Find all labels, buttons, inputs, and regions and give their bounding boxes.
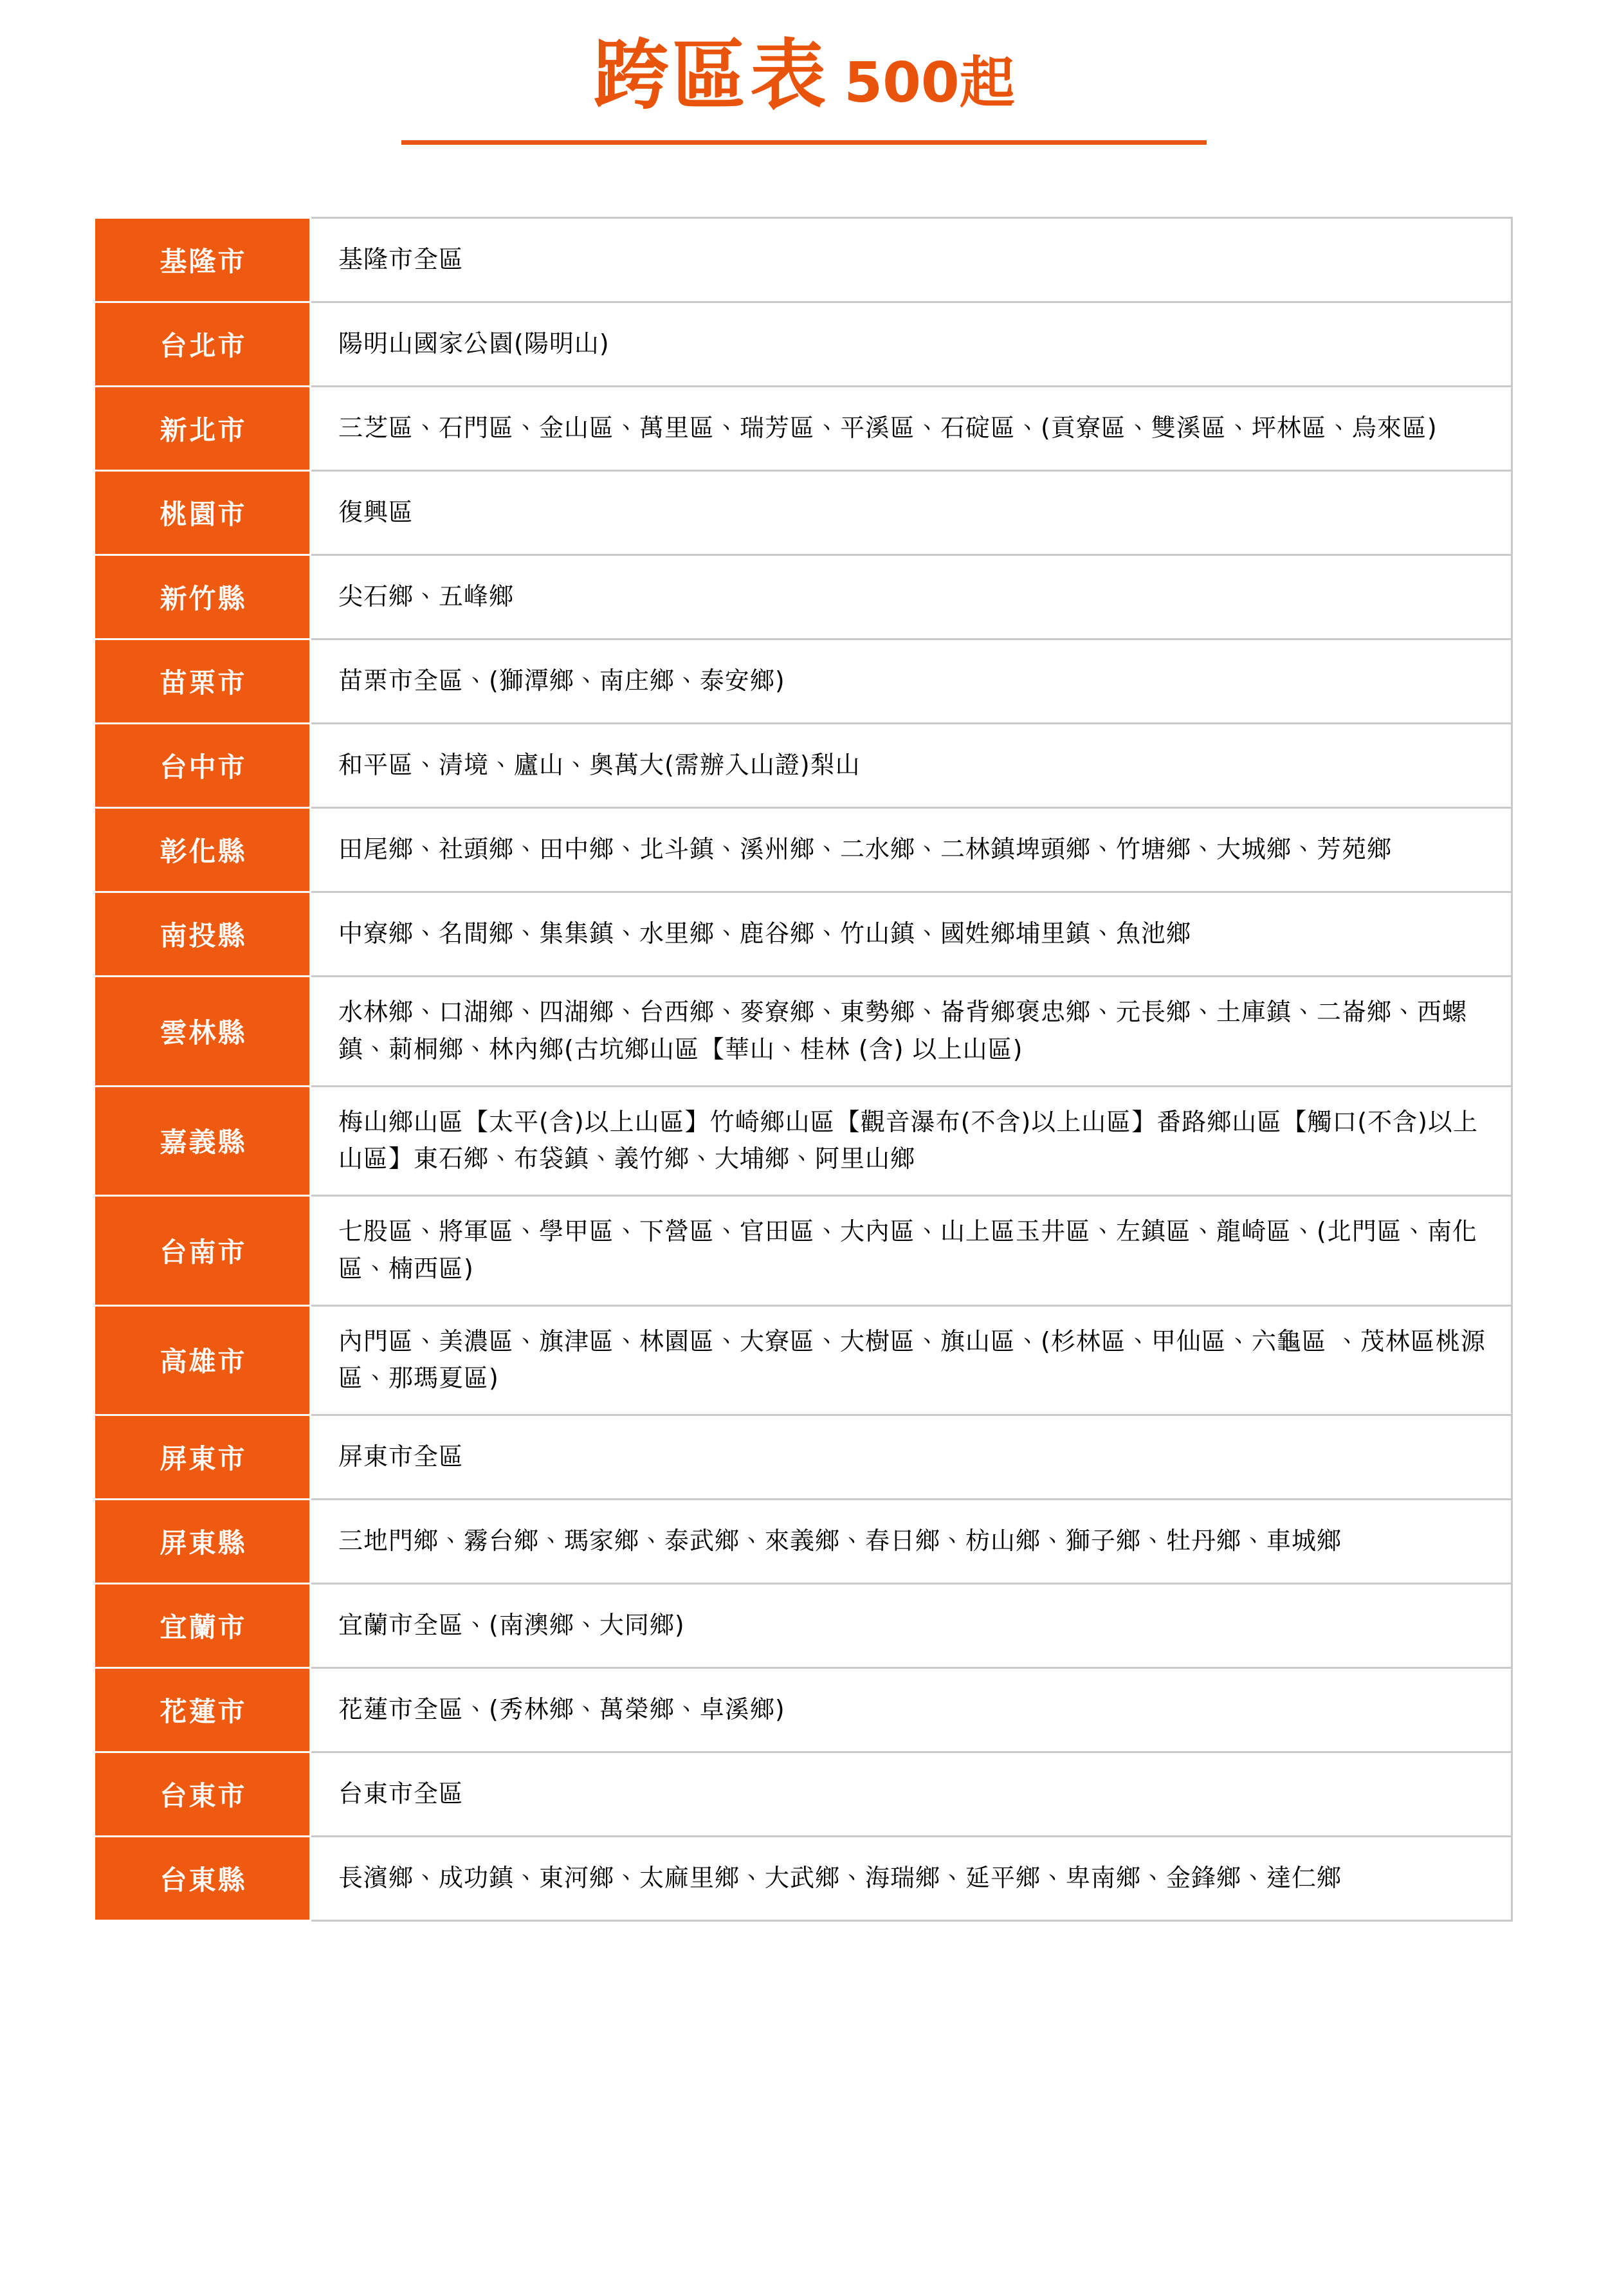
region-detail-cell (311, 639, 1512, 724)
region-label: 宜蘭市 (160, 1612, 247, 1643)
region-label: 雲林縣 (160, 1016, 247, 1049)
region-name-cell (96, 977, 311, 1087)
region-detail-text: 和平區、清境、廬山、奧萬大(需辦入山證)梨山 (338, 751, 861, 780)
table-row (96, 1584, 1512, 1668)
region-label: 南投縣 (160, 920, 247, 951)
region-name-cell (96, 892, 311, 977)
region-detail-cell (311, 1584, 1512, 1668)
region-detail-text: 水林鄉、口湖鄉、四湖鄉、台西鄉、麥寮鄉、東勢鄉、崙背鄉褒忠鄉、元長鄉、土庫鎮、二崙鄉、西螺鎮、莿桐鄉、林內鄉(古坑鄉山區【華山、桂林 (含) 以上山區) (338, 998, 1468, 1063)
region-name-cell (96, 1196, 311, 1306)
table-row (96, 639, 1512, 724)
region-name-cell (96, 1305, 311, 1415)
table-row (96, 218, 1512, 302)
region-label: 彰化縣 (160, 836, 247, 867)
region-label: 嘉義縣 (160, 1126, 247, 1159)
region-detail-cell (311, 555, 1512, 639)
table-row (96, 1415, 1512, 1500)
region-label: 台東市 (160, 1780, 247, 1812)
region-label: 台東縣 (160, 1864, 247, 1896)
table-row (96, 471, 1512, 555)
region-name-cell (96, 555, 311, 639)
region-detail-text: 基隆市全區 (338, 245, 464, 274)
zone-table-container (0, 217, 1608, 1922)
region-detail-cell (311, 1415, 1512, 1500)
region-name-cell (96, 387, 311, 471)
region-detail-text: 花蓮市全區、(秀林鄉、萬榮鄉、卓溪鄉) (338, 1695, 785, 1724)
region-name-cell (96, 218, 311, 302)
page-title (593, 31, 1015, 120)
region-detail-cell (311, 724, 1512, 808)
region-detail-cell (311, 1196, 1512, 1306)
page-title-main: 跨區表 (593, 31, 829, 120)
region-name-cell (96, 724, 311, 808)
table-row (96, 892, 1512, 977)
table-row (96, 555, 1512, 639)
region-name-cell (96, 1086, 311, 1196)
region-name-cell (96, 1837, 311, 1921)
region-detail-text: 陽明山國家公園(陽明山) (338, 329, 610, 358)
page-title-sub: 500起 (844, 51, 1015, 115)
table-row (96, 1305, 1512, 1415)
region-label: 新北市 (160, 414, 247, 446)
zone-table-body (96, 218, 1512, 1921)
region-detail-text: 台東市全區 (338, 1779, 464, 1808)
region-detail-cell (311, 302, 1512, 387)
region-detail-text: 尖石鄉、五峰鄉 (338, 582, 515, 611)
region-detail-text: 田尾鄉、社頭鄉、田中鄉、北斗鎮、溪州鄉、二水鄉、二林鎮埤頭鄉、竹塘鄉、大城鄉、芳苑鄉 (338, 835, 1393, 864)
region-detail-cell (311, 1500, 1512, 1584)
region-detail-text: 三芝區、石門區、金山區、萬里區、瑞芳區、平溪區、石碇區、(貢寮區、雙溪區、坪林區、烏來區) (338, 414, 1438, 443)
region-label: 桃園市 (160, 499, 247, 530)
region-name-cell (96, 1415, 311, 1500)
table-row (96, 1500, 1512, 1584)
table-row (96, 724, 1512, 808)
table-row (96, 1086, 1512, 1196)
region-detail-cell (311, 1837, 1512, 1921)
region-name-cell (96, 639, 311, 724)
zone-table (95, 217, 1513, 1922)
region-detail-cell (311, 1086, 1512, 1196)
region-label: 基隆市 (160, 246, 247, 277)
region-detail-cell (311, 1305, 1512, 1415)
region-detail-cell (311, 892, 1512, 977)
region-detail-cell (311, 471, 1512, 555)
region-detail-text: 苗栗市全區、(獅潭鄉、南庄鄉、泰安鄉) (338, 666, 785, 695)
region-detail-text: 三地門鄉、霧台鄉、瑪家鄉、泰武鄉、來義鄉、春日鄉、枋山鄉、獅子鄉、牡丹鄉、車城鄉 (338, 1527, 1342, 1556)
region-name-cell (96, 302, 311, 387)
region-detail-text: 長濱鄉、成功鎮、東河鄉、太麻里鄉、大武鄉、海瑞鄉、延平鄉、卑南鄉、金鋒鄉、達仁鄉 (338, 1864, 1342, 1893)
region-detail-cell (311, 218, 1512, 302)
table-row (96, 1196, 1512, 1306)
table-row (96, 1752, 1512, 1837)
region-detail-text: 七股區、將軍區、學甲區、下營區、官田區、大內區、山上區玉井區、左鎮區、龍崎區、(北門區、南化區、楠西區) (338, 1217, 1477, 1283)
title-underline-rule (401, 140, 1207, 145)
table-row (96, 808, 1512, 892)
region-label: 屏東縣 (160, 1527, 247, 1559)
region-label: 台南市 (160, 1236, 247, 1268)
region-detail-cell (311, 387, 1512, 471)
region-label: 屏東市 (160, 1443, 247, 1474)
region-label: 台中市 (160, 751, 247, 783)
region-label: 新竹縣 (160, 583, 247, 614)
region-detail-text: 內門區、美濃區、旗津區、林園區、大寮區、大樹區、旗山區、(杉林區、甲仙區、六龜區 、茂林區桃源區、那瑪夏區) (338, 1327, 1486, 1393)
region-name-cell (96, 1752, 311, 1837)
region-name-cell (96, 1500, 311, 1584)
page-header (0, 0, 1608, 145)
table-row (96, 1668, 1512, 1752)
region-label: 高雄市 (160, 1346, 247, 1378)
table-row (96, 302, 1512, 387)
region-detail-text: 梅山鄉山區【太平(含)以上山區】竹崎鄉山區【觀音瀑布(不含)以上山區】番路鄉山區【觸口(不含)以上山區】東石鄉、布袋鎮、義竹鄉、大埔鄉、阿里山鄉 (338, 1107, 1478, 1173)
region-label: 苗栗市 (160, 667, 247, 699)
region-detail-text: 中寮鄉、名間鄉、集集鎮、水里鄉、鹿谷鄉、竹山鎮、國姓鄉埔里鎮、魚池鄉 (338, 919, 1192, 948)
region-name-cell (96, 471, 311, 555)
region-name-cell (96, 1668, 311, 1752)
region-label: 台北市 (160, 330, 247, 362)
region-label: 花蓮市 (160, 1696, 247, 1727)
region-detail-cell (311, 1752, 1512, 1837)
region-name-cell (96, 1584, 311, 1668)
region-detail-text: 宜蘭市全區、(南澳鄉、大同鄉) (338, 1611, 685, 1640)
region-detail-cell (311, 977, 1512, 1087)
table-row (96, 1837, 1512, 1921)
region-detail-cell (311, 808, 1512, 892)
region-detail-text: 復興區 (338, 498, 414, 527)
table-row (96, 977, 1512, 1087)
region-detail-cell (311, 1668, 1512, 1752)
region-name-cell (96, 808, 311, 892)
region-detail-text: 屏東市全區 (338, 1442, 464, 1471)
table-row (96, 387, 1512, 471)
